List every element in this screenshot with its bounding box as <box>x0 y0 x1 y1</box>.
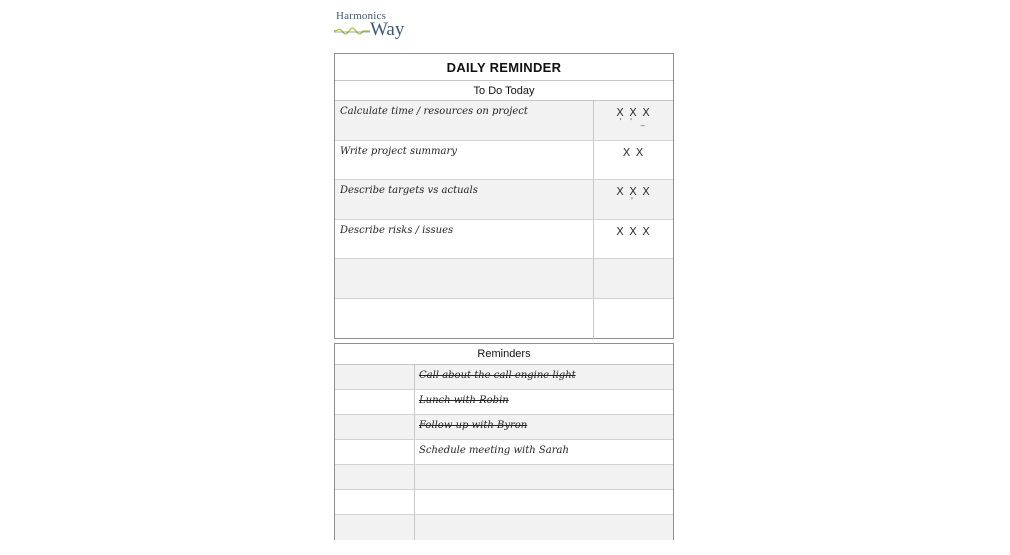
task-text: Write project summary <box>335 141 594 180</box>
reminder-left-cell <box>335 440 415 464</box>
reminder-text: Call about the call engine light <box>419 370 576 381</box>
wave-icon <box>334 26 370 36</box>
reminder-row <box>335 490 673 515</box>
reminders-title: Reminders <box>335 344 673 365</box>
reminder-row <box>335 365 673 390</box>
task-text: Describe risks / issues <box>335 220 594 259</box>
task-mark <box>594 141 673 180</box>
reminder-row <box>335 465 673 490</box>
task-mark-tick: ' ' _ <box>619 117 648 126</box>
reminder-left-cell <box>335 490 415 514</box>
task-row <box>335 299 673 339</box>
task-mark <box>594 180 673 219</box>
reminder-left-cell <box>335 465 415 489</box>
task-text: Describe targets vs actuals <box>335 180 594 219</box>
page-title: DAILY REMINDER <box>335 54 673 81</box>
task-mark-x: X X <box>622 145 645 159</box>
reminder-row <box>335 515 673 540</box>
reminder-left-cell <box>335 515 415 540</box>
task-row <box>335 259 673 299</box>
task-text <box>335 259 594 298</box>
reminder-left-cell <box>335 415 415 439</box>
task-row <box>335 101 673 141</box>
reminder-text <box>415 490 673 514</box>
task-row <box>335 141 673 181</box>
harmonics-way-logo <box>334 8 424 42</box>
task-mark <box>594 220 673 259</box>
reminder-text <box>415 515 673 540</box>
task-mark <box>594 101 673 140</box>
task-mark-x: X X X <box>616 224 651 238</box>
task-mark <box>594 299 673 339</box>
reminder-text: Schedule meeting with Sarah <box>419 445 569 456</box>
logo-bottom-text: Way <box>370 19 405 40</box>
reminder-row <box>335 390 673 415</box>
todo-table <box>334 53 674 339</box>
reminder-text <box>415 465 673 489</box>
todo-subtitle: To Do Today <box>335 81 673 101</box>
task-row <box>335 180 673 220</box>
task-text: Calculate time / resources on project <box>335 101 594 140</box>
reminder-row <box>335 440 673 465</box>
reminder-row <box>335 415 673 440</box>
reminders-table <box>334 343 674 540</box>
task-mark-x: X X X <box>616 106 651 119</box>
reminder-left-cell <box>335 365 415 389</box>
reminder-text: Lunch with Robin <box>419 395 509 406</box>
reminder-text: Follow up with Byron <box>419 420 528 431</box>
task-text <box>335 299 594 339</box>
task-mark-x: X X X <box>616 185 651 199</box>
task-mark-tick: ' <box>630 196 637 206</box>
task-mark <box>594 259 673 298</box>
reminder-left-cell <box>335 390 415 414</box>
task-row <box>335 220 673 260</box>
logo-top-text: Harmonics <box>336 10 387 22</box>
